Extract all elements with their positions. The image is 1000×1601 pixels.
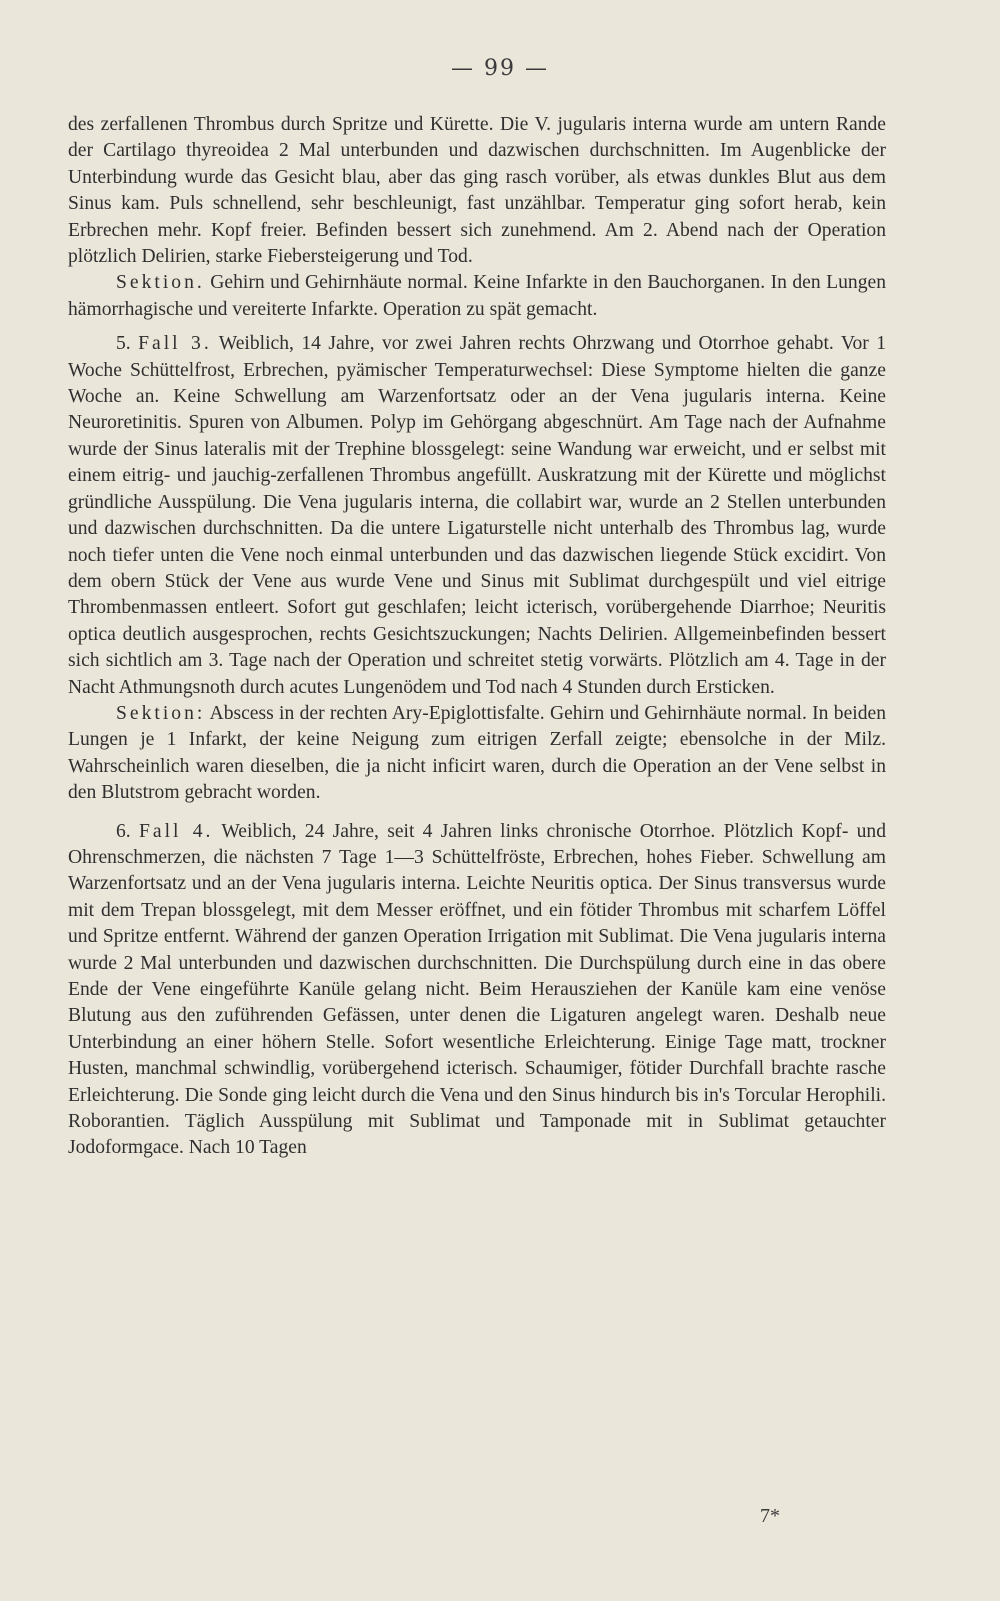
paragraph-text: Weiblich, 14 Jahre, vor zwei Jahren rechts Ohrzwang und Otorrhoe gehabt. Vor 1 Woche Schüttelfrost, Erbrechen, pyämischer Temperaturwechsel: Diese Symptome hielten die ganze Woche an. Keine Schwellung am Warzenfortsatz oder an der Vena jugularis interna. Keine Neuroretinitis. Spuren von Albumen. Polyp im Gehörgang abgeschnürt. Am Tage nach der Aufnahme wurde der Sinus lateralis mit der Trephine blossgelegt: seine Wandung war erweicht, und er selbst mit einem eitrig- und jauchig-zerfallenen Thrombus angefüllt. Auskratzung mit der Kürette und möglichst gründliche Ausspülung. Die Vena jugularis interna, die collabirt war, wurde an 2 Stellen unterbunden und dazwischen durchschnitten. Da die untere Ligaturstelle nicht unterhalb des Thrombus lag, wurde noch tiefer unten die Vene noch einmal unterbunden und das dazwischen liegende Stück excidirt. Von dem obern Stück der Vene aus wurde Vene und Sinus mit Sublimat durchgespült und viel eitrige Thrombenmassen entleert. Sofort gut geschlafen; leicht icterisch, vorübergehende Diarrhoe; Neuritis optica deutlich ausgesprochen, rechts Gesichtszuckungen; Nachts Delirien. Allgemeinbefinden bessert sich sichtlich am 3. Tage nach der Operation und schreitet stetig vorwärts. Plötzlich am 4. Tage in der Nacht Athmungsnoth durch acutes Lungenödem und Tod nach 4 Stunden durch Ersticken. — [68, 333, 887, 698]
signature-mark: 7* — [760, 1505, 780, 1527]
page-number: — 99 — — [451, 56, 549, 81]
paragraph-sektion-1 — [68, 270, 886, 323]
paragraph-text: Weiblich, 24 Jahre, seit 4 Jahren links chronische Otorrhoe. Plötzlich Kopf- und Ohrenschmerzen, die nächsten 7 Tage 1—3 Schüttelfröste, Erbrechen, hohes Fieber. Schwellung am Warzenfortsatz und an der Vena jugularis interna. Leichte Neuritis optica. Der Sinus transversus wurde mit dem Trepan blossgelegt, mit dem Messer eröffnet, und ein fötider Thrombus mit scharfem Löffel und Spritze entfernt. Während der ganzen Operation Irrigation mit Sublimat. Die Vena jugularis interna wurde 2 Mal unterbunden und dazwischen durchschnitten. Die Durchspülung durch eine in das obere Ende der Vene eingeführte Kanüle gelang nicht. Beim Herausziehen der Kanüle kam eine venöse Blutung aus den zuführenden Gefässen, unter denen die Ligaturen angelegt waren. Deshalb neue Unterbindung an einer höhern Stelle. Sofort wesentliche Erleichterung. Einige Tage matt, trockner Husten, manchmal schwindlig, vorübergehend icterisch. Schaumiger, fötider Durchfall brachte rasche Erleichterung. Die Sonde ging leicht durch die Vena und den Sinus hindurch bis in's Torcular Herophili. Roborantien. Täglich Ausspülung mit Sublimat und Tamponade mit in Sublimat getauchter Jodoformgace. Nach 10 Tagen — [68, 820, 887, 1159]
paragraph-text: des zerfallenen Thrombus durch Spritze und Kürette. Die V. jugularis interna wurde am untern Rande der Cartilago thyreoidea 2 Mal unterbunden und dazwischen durchschnitten. Im Augenblicke der Unterbindung wurde das Gesicht blau, aber das ging rasch vorüber, als etwas dunkles Blut aus dem Sinus kam. Puls schnellend, sehr beschleunigt, fast unzählbar. Temperatur ging sofort herab, kein Erbrechen mehr. Kopf freier. Befinden bessert sich zunehmend. Am 2. Abend nach der Operation plötzlich Delirien, starke Fiebersteigerung und Tod. — [68, 114, 886, 268]
sektion-label: Sektion. — [116, 272, 205, 294]
paragraph-continuation — [68, 112, 886, 270]
sektion-label: Sektion: — [116, 702, 206, 724]
case-number: 5. — [116, 333, 139, 355]
paragraph-fall-4 — [68, 819, 886, 1162]
body-text — [68, 112, 886, 1162]
case-number: 6. — [116, 820, 139, 842]
paragraph-text: Abscess in der rechten Ary-Epiglottisfalte. Gehirn und Gehirnhäute normal. In beiden Lungen je 1 Infarkt, der keine Neigung zum eitrigen Zerfall zeigte; ebensolche in der Milz. Wahrscheinlich waren dieselben, die ja nicht inficirt waren, durch die Operation an der Vene selbst in den Blutstrom gebracht worden. — [68, 702, 886, 804]
paragraph-fall-3 — [68, 331, 886, 701]
case-label: Fall 4. — [138, 820, 214, 842]
paragraph-sektion-2 — [68, 701, 886, 807]
case-label: Fall 3. — [138, 333, 212, 355]
paragraph-text: Gehirn und Gehirnhäute normal. Keine Infarkte in den Bauchorganen. In den Lungen hämorrhagische und vereiterte Infarkte. Operation zu spät gemacht. — [68, 272, 886, 320]
